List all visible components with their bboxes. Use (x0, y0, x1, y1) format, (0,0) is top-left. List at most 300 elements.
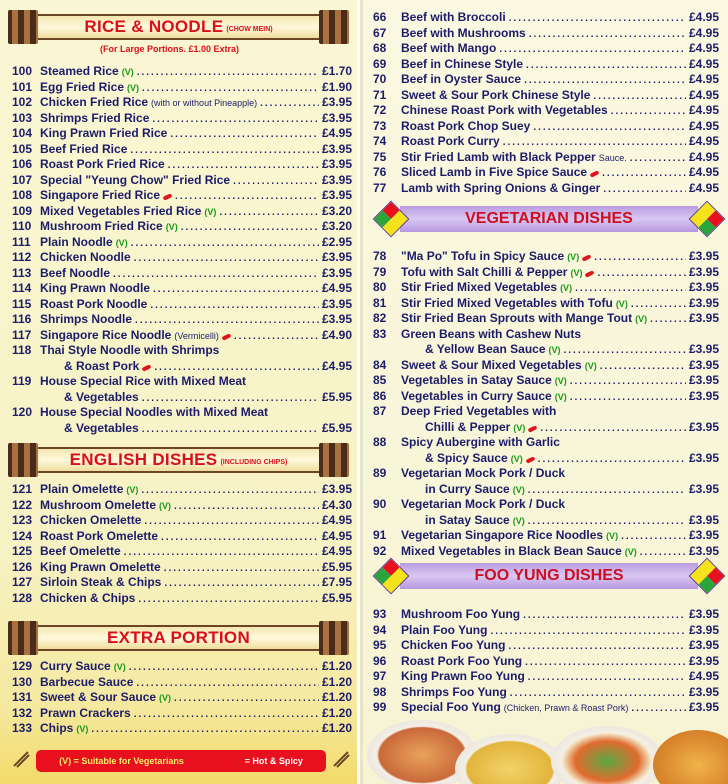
menu-item-row (373, 280, 719, 296)
vegetarian-icon: (V) (554, 376, 567, 386)
dot-leader (233, 176, 319, 187)
item-price: £4.95 (688, 56, 719, 71)
item-number: 74 (373, 134, 387, 148)
menu-item-row (373, 57, 719, 73)
chilli-icon (582, 254, 592, 261)
item-number: 110 (12, 219, 32, 233)
item-name: Beef with Mango (401, 41, 497, 55)
item-price: £3.95 (321, 95, 352, 109)
item-price: £4.95 (321, 281, 352, 295)
item-price: £3.95 (688, 684, 719, 699)
section-title: ENGLISH DISHES (69, 450, 218, 469)
dot-leader (113, 269, 319, 280)
item-name: Chilli & Pepper (425, 419, 511, 434)
item-number: 70 (373, 72, 387, 86)
item-name: Vegetarian Singapore Rice Noodles (401, 528, 604, 542)
menu-item-row (373, 134, 719, 150)
item-number: 84 (373, 357, 387, 372)
item-number: 120 (12, 405, 33, 419)
item-price: £3.95 (688, 528, 719, 542)
menu-item-row (12, 405, 352, 421)
item-number: 104 (12, 126, 33, 140)
extra-portion-list (12, 659, 352, 737)
item-number: 71 (373, 87, 387, 102)
large-portion-note: (For Large Portions. £1.00 Extra) (100, 44, 240, 54)
dot-leader (136, 678, 319, 689)
item-name: Stir Fried Bean Sprouts with Mange Tout (401, 311, 633, 325)
vegetarian-icon: (V) (513, 422, 526, 433)
item-name: Egg Fried Rice (40, 79, 125, 94)
menu-item-row (373, 528, 719, 544)
item-name: & Vegetables (64, 420, 139, 435)
item-price: £5.95 (321, 420, 352, 435)
dot-leader (174, 501, 319, 512)
legend-hot: = Hot & Spicy (244, 756, 303, 766)
item-number: 105 (12, 141, 33, 156)
menu-item-row (12, 157, 352, 173)
vegetarian-icon: (V) (606, 531, 619, 541)
item-price: £1.20 (321, 659, 352, 673)
dot-leader (142, 393, 319, 404)
item-name: in Curry Sauce (425, 481, 510, 496)
item-name: Roast Pork Foo Yung (401, 653, 523, 668)
menu-item-row (373, 327, 719, 343)
left-menu-panel (0, 0, 360, 784)
vegetarian-icon: (V) (567, 252, 580, 262)
chilli-icon (585, 270, 595, 277)
item-price: £3.95 (321, 141, 352, 156)
item-price: £3.95 (688, 419, 719, 434)
menu-item-row (12, 529, 352, 545)
item-price: £3.95 (321, 482, 352, 496)
menu-item-row (12, 706, 352, 722)
dot-leader (234, 331, 319, 342)
menu-item-row (373, 466, 719, 482)
item-price: £4.95 (688, 103, 719, 117)
dot-leader (168, 160, 319, 171)
item-name: Vegetables in Satay Sauce (401, 373, 552, 387)
item-name: Roast Pork Omelette (40, 528, 159, 543)
chopsticks-icon (332, 750, 350, 768)
item-number: 88 (373, 435, 387, 449)
item-name: Thai Style Noodle with Shrimps (40, 343, 220, 357)
item-price: £4.95 (321, 528, 352, 543)
section-title: RICE & NOODLE (84, 17, 224, 36)
item-name: Plain Omelette (40, 482, 124, 496)
dot-leader (152, 114, 319, 125)
item-name: Sweet & Sour Sauce (40, 690, 157, 704)
item-price: £1.20 (321, 705, 352, 720)
item-number: 113 (12, 265, 32, 280)
item-name: Stir Fried Lamb with Black Pepper (401, 149, 596, 164)
foo-yung-list (373, 607, 719, 716)
menu-item-row (12, 188, 352, 204)
item-price: £3.95 (321, 265, 352, 280)
menu-item-row (12, 80, 352, 96)
item-name: King Prawn Noodle (40, 281, 151, 295)
scroll-end-right (319, 10, 349, 44)
chilli-icon (221, 333, 231, 340)
menu-item-row (12, 235, 352, 251)
dot-leader (181, 222, 319, 233)
dot-leader (528, 672, 686, 683)
item-price: £4.95 (688, 149, 719, 164)
menu-item-row (373, 342, 719, 358)
item-price: £3.95 (688, 607, 719, 621)
item-price: £3.95 (321, 110, 352, 125)
item-name: Beef Omelette (40, 544, 121, 558)
dot-leader (602, 168, 686, 179)
dot-leader (621, 531, 686, 542)
item-price: £7.95 (321, 575, 352, 589)
menu-item-row (373, 41, 719, 57)
dot-leader (528, 516, 686, 527)
item-price: £1.70 (321, 64, 352, 78)
chilli-icon (142, 364, 152, 371)
item-number: 92 (373, 543, 387, 558)
item-price: £4.95 (688, 10, 719, 24)
menu-item-row (12, 721, 352, 737)
item-number: 76 (373, 165, 387, 179)
item-price: £2.95 (321, 234, 352, 249)
foo-yung-banner (378, 562, 720, 590)
vegetarian-icon: (V) (624, 546, 637, 557)
item-name: Beef in Chinese Style (401, 56, 524, 71)
item-price: £3.95 (688, 700, 719, 714)
item-price: £1.20 (321, 674, 352, 689)
item-name: Beef in Oyster Sauce (401, 72, 522, 86)
item-number: 96 (373, 653, 387, 668)
item-price: £5.95 (321, 590, 352, 605)
item-name: & Vegetables (64, 389, 139, 404)
menu-item-row (373, 482, 719, 498)
item-price: £3.95 (321, 157, 352, 171)
menu-item-row (373, 119, 719, 135)
menu-item-row (373, 249, 719, 265)
item-name: Chicken Omelette (40, 513, 142, 527)
vegetarian-icon: (V) (560, 283, 573, 293)
menu-item-row (373, 669, 719, 685)
item-number: 69 (373, 56, 387, 71)
item-number: 101 (12, 79, 33, 94)
dot-leader (564, 345, 686, 356)
vegetarian-icon: (V) (127, 82, 140, 93)
item-number: 125 (12, 544, 33, 558)
item-number: 111 (12, 234, 31, 249)
item-number: 122 (12, 497, 33, 512)
item-number: 66 (373, 10, 387, 24)
item-number: 82 (373, 311, 387, 325)
dot-leader (154, 362, 319, 373)
vegetarian-icon: (V) (159, 693, 172, 703)
item-number: 91 (373, 528, 387, 542)
scroll-end-right (319, 621, 349, 655)
item-number: 115 (12, 296, 32, 311)
dot-leader (575, 283, 686, 294)
menu-item-row (373, 389, 719, 405)
dot-leader (134, 253, 319, 264)
item-name: Mushroom Fried Rice (40, 219, 163, 233)
item-name: King Prawn Omelette (40, 559, 161, 574)
vegetarian-icon: (V) (548, 345, 561, 355)
item-price: £3.95 (688, 373, 719, 387)
item-number: 124 (12, 528, 33, 543)
vegetarian-icon: (V) (159, 500, 172, 511)
dot-leader (129, 662, 319, 673)
menu-item-row (12, 659, 352, 675)
item-price: £4.95 (688, 118, 719, 133)
dot-leader (600, 361, 686, 372)
menu-item-row (12, 482, 352, 498)
item-price: £3.95 (688, 512, 719, 527)
item-number: 95 (373, 638, 387, 652)
chilli-icon (528, 425, 538, 432)
item-price: £3.95 (688, 481, 719, 496)
item-number: 98 (373, 684, 387, 699)
section-subtitle: (INCLUDING CHIPS) (220, 459, 288, 466)
item-number: 129 (12, 659, 33, 673)
item-name: Stir Fried Mixed Vegetables with Tofu (401, 295, 613, 310)
dot-leader (503, 137, 686, 148)
dot-leader (260, 98, 319, 109)
item-name: King Prawn Foo Yung (401, 669, 525, 683)
menu-item-row (373, 150, 719, 166)
menu-item-row (12, 142, 352, 158)
item-number: 93 (373, 607, 387, 621)
menu-item-row (12, 266, 352, 282)
item-name: Mixed Vegetables Fried Rice (40, 203, 202, 218)
item-price: £4.95 (321, 358, 352, 373)
item-number: 80 (373, 280, 387, 294)
dot-leader (533, 122, 686, 133)
dot-leader (528, 485, 686, 496)
vegetarian-icon: (V) (510, 453, 523, 464)
dot-leader (91, 724, 319, 735)
item-number: 127 (12, 575, 33, 589)
item-name: Steamed Rice (40, 64, 119, 78)
item-number: 109 (12, 203, 33, 218)
vegetarian-icon: (V) (121, 67, 134, 77)
dot-leader (538, 454, 686, 465)
item-name: Lamb with Spring Onions & Ginger (401, 180, 601, 195)
menu-item-row (373, 685, 719, 701)
item-number: 126 (12, 559, 33, 574)
item-price: £4.30 (321, 497, 352, 512)
menu-item-row (12, 328, 352, 344)
item-number: 130 (12, 674, 33, 689)
dot-leader (508, 641, 686, 652)
item-price: £3.95 (688, 264, 719, 279)
item-name: Sweet & Sour Mixed Vegetables (401, 357, 582, 372)
item-name: House Special Rice with Mixed Meat (40, 374, 247, 388)
dot-leader (164, 578, 319, 589)
scroll-end-left (8, 621, 38, 655)
menu-item-row (373, 88, 719, 104)
dot-leader (131, 238, 319, 249)
menu-item-row (12, 312, 352, 328)
item-number: 85 (373, 373, 387, 387)
menu-item-row (12, 95, 352, 111)
item-price: £4.95 (688, 72, 719, 86)
item-number: 114 (12, 281, 32, 295)
menu-item-row (12, 421, 352, 437)
extra-portion-banner (8, 621, 349, 655)
item-name: Mushroom Foo Yung (401, 607, 521, 621)
food-photo-strip (363, 712, 728, 784)
item-number: 102 (12, 95, 33, 109)
item-name: Plain Noodle (40, 234, 113, 249)
menu-item-row (12, 575, 352, 591)
item-price: £3.95 (688, 280, 719, 294)
menu-item-row (373, 296, 719, 312)
item-name: & Spicy Sauce (425, 450, 508, 465)
dot-leader (170, 129, 319, 140)
dot-leader (509, 13, 686, 24)
item-price: £3.95 (321, 296, 352, 311)
item-number: 128 (12, 590, 33, 605)
item-name: Shrimps Fried Rice (40, 110, 150, 125)
vegetarian-icon: (V) (584, 360, 597, 371)
item-name: Chicken Noodle (40, 250, 131, 264)
item-price: £5.95 (321, 559, 352, 574)
english-banner (8, 443, 349, 477)
menu-item-row (12, 111, 352, 127)
menu-item-row (12, 359, 352, 375)
item-number: 75 (373, 149, 387, 164)
item-name: Vegetarian Mock Pork / Duck (401, 497, 566, 511)
menu-item-row (12, 374, 352, 390)
item-name: Special Foo Yung (401, 700, 501, 714)
dot-leader (529, 29, 686, 40)
menu-item-row (373, 181, 719, 197)
menu-item-row (12, 675, 352, 691)
item-name: in Satay Sauce (425, 512, 510, 527)
menu-item-row (373, 420, 719, 436)
menu-item-row (373, 358, 719, 374)
item-price: £3.20 (321, 219, 352, 233)
menu-item-row (373, 607, 719, 623)
item-name: King Prawn Fried Rice (40, 126, 168, 140)
item-name: Roast Pork Noodle (40, 296, 148, 311)
item-name: Sirloin Steak & Chips (40, 575, 162, 589)
menu-item-row (373, 435, 719, 451)
item-price: £4.95 (688, 165, 719, 179)
item-number: 121 (12, 482, 33, 496)
item-name: Roast Pork Chop Suey (401, 118, 531, 133)
menu-item-row (373, 103, 719, 119)
item-number: 116 (12, 312, 32, 326)
item-number: 119 (12, 374, 32, 388)
item-number: 83 (373, 326, 387, 341)
item-number: 72 (373, 103, 387, 117)
right-menu-panel (363, 0, 728, 784)
item-number: 78 (373, 249, 387, 263)
item-number: 107 (12, 172, 33, 187)
chopsticks-icon (12, 750, 30, 768)
dot-leader (144, 516, 319, 527)
vegetarian-icon: (V) (554, 391, 567, 402)
item-price: £1.20 (321, 690, 352, 704)
item-name: "Ma Po" Tofu in Spicy Sauce (401, 249, 565, 263)
dot-leader (153, 284, 319, 295)
menu-item-row (12, 250, 352, 266)
item-number: 118 (12, 343, 32, 357)
item-price: £3.95 (688, 450, 719, 465)
vegetarian-icon: (V) (126, 485, 139, 495)
dot-leader (219, 207, 319, 218)
dot-leader (630, 153, 686, 164)
menu-item-row (12, 498, 352, 514)
menu-item-row (373, 544, 719, 560)
item-price: £1.20 (321, 721, 352, 735)
item-price: £3.95 (688, 543, 719, 558)
dot-leader (593, 91, 686, 102)
item-name: Shrimps Foo Yung (401, 684, 507, 699)
item-note: Sauce. (598, 152, 627, 163)
menu-item-row (12, 343, 352, 359)
vegetarian-icon: (V) (512, 515, 525, 526)
item-number: 79 (373, 264, 387, 279)
menu-item-row (12, 281, 352, 297)
legend-bar (36, 750, 326, 772)
legend-hot-wrap (230, 756, 303, 766)
menu-item-row (373, 623, 719, 639)
menu-item-row (373, 10, 719, 26)
menu-item-row (373, 265, 719, 281)
dot-leader (490, 626, 686, 637)
menu-item-row (373, 451, 719, 467)
item-note: (Chicken, Prawn & Roast Pork) (503, 703, 629, 713)
item-number: 112 (12, 250, 32, 264)
item-number: 117 (12, 327, 32, 342)
dot-leader (142, 424, 319, 435)
food-plate-image (653, 730, 728, 784)
menu-item-row (12, 219, 352, 235)
dot-leader (135, 315, 319, 326)
menu-item-row (373, 654, 719, 670)
item-name: Vegetarian Mock Pork / Duck (401, 466, 566, 480)
dot-leader (141, 485, 319, 496)
vegetarian-banner (378, 205, 720, 233)
item-name: & Yellow Bean Sauce (425, 342, 546, 356)
chilli-icon (163, 193, 173, 200)
item-price: £4.95 (321, 513, 352, 527)
vegetarian-icon: (V) (615, 298, 628, 309)
item-name: Chicken Fried Rice (40, 95, 149, 109)
scroll-end-right (319, 443, 349, 477)
item-number: 89 (373, 466, 387, 480)
item-price: £4.95 (688, 41, 719, 55)
item-name: Beef Noodle (40, 265, 111, 280)
vegetarian-icon: (V) (204, 206, 217, 217)
item-price: £4.90 (321, 327, 352, 342)
dot-leader (540, 423, 686, 434)
item-number: 77 (373, 180, 387, 195)
item-price: £3.95 (688, 653, 719, 668)
item-price: £4.95 (688, 25, 719, 40)
menu-item-row (12, 544, 352, 560)
section-title: VEGETARIAN DISHES (465, 210, 633, 227)
dot-leader (525, 657, 686, 668)
item-number: 132 (12, 705, 33, 720)
vegetarian-icon: (V) (113, 662, 126, 672)
section-title: FOO YUNG DISHES (474, 567, 624, 584)
vegetarian-icon: (V) (570, 267, 583, 278)
beef-pork-lamb-list (373, 10, 719, 196)
item-number: 106 (12, 157, 33, 171)
item-price: £3.95 (688, 638, 719, 652)
dot-leader (524, 75, 686, 86)
